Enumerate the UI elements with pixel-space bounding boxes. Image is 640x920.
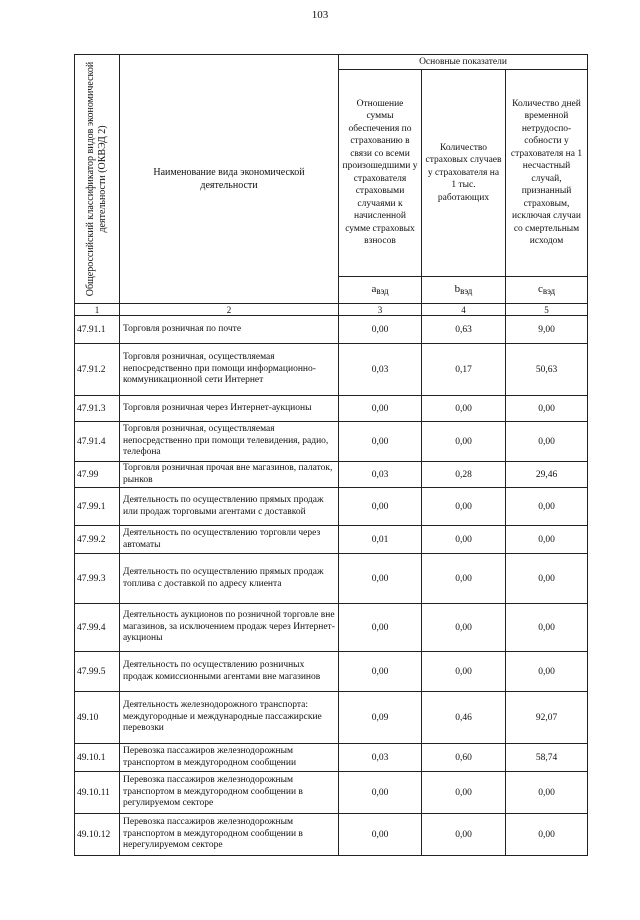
okved-code-cell: 47.99.4 [75,604,120,652]
table-row [75,462,588,488]
table-row [75,772,588,814]
activity-name-cell: Торговля розничная по почте [120,316,339,344]
value-a-cell: 0,00 [339,422,422,462]
activity-name-cell: Деятельность по осуществлению прямых продаж топлива с доставкой по адресу клиента [120,554,339,604]
value-c-cell: 0,00 [506,488,588,526]
activity-name-cell: Деятельность по осуществлению прямых продаж или продаж торговыми агентами с доставкой [120,488,339,526]
value-b-cell: 0,00 [422,772,506,814]
activity-name-cell: Деятельность железнодорожного транспорта: междугородные и международные пассажирские перевозки [120,692,339,744]
okved-code-cell: 47.99.1 [75,488,120,526]
table-row [75,604,588,652]
activity-name-cell: Деятельность по осуществлению торговли через автоматы [120,526,339,554]
okved-code-cell: 47.91.1 [75,316,120,344]
value-c-cell: 50,63 [506,344,588,396]
table-row [75,396,588,422]
value-a-cell: 0,09 [339,692,422,744]
okved-code-cell: 49.10.1 [75,744,120,772]
column-numbers-row [75,304,588,316]
col-c-symbol: $c_{вэд}$ [506,276,588,303]
value-b-cell: 0,00 [422,604,506,652]
okved-code-cell: 47.99.3 [75,554,120,604]
value-c-cell: 0,00 [506,422,588,462]
col-c-header: Количество дней временной нетрудоспо-собности у страхователя на 1 несчастный случай, признанный страховым, исключая случаи со смертельным исходом [506,70,588,277]
okved-code-cell: 49.10.11 [75,772,120,814]
okved-header [75,55,120,304]
okved-code-cell: 47.99.2 [75,526,120,554]
okved-table [74,54,588,856]
activity-name-cell: Деятельность по осуществлению розничных продаж комиссионными агентами вне магазинов [120,652,339,692]
table-row [75,526,588,554]
value-c-cell: 0,00 [506,396,588,422]
activity-name-cell: Торговля розничная, осуществляемая непосредственно при помощи информационно-коммуникационной сети Интернет [120,344,339,396]
page-number: 103 [311,9,329,21]
activity-name-cell: Торговля розничная прочая вне магазинов, палаток, рынков [120,462,339,488]
value-c-cell: 29,46 [506,462,588,488]
value-a-cell: 0,00 [339,554,422,604]
column-number: 5 [506,304,588,316]
table-row [75,692,588,744]
okved-code-cell: 47.91.3 [75,396,120,422]
value-c-cell: 0,00 [506,554,588,604]
okved-code-cell: 47.91.4 [75,422,120,462]
value-c-cell: 0,00 [506,814,588,856]
value-b-cell: 0,00 [422,554,506,604]
okved-header-text: Общероссийский классификатор видов экономической деятельности (ОКВЭД 2) [85,61,108,297]
value-b-cell: 0,00 [422,652,506,692]
activity-name-header: Наименование вида экономической деятельности [120,55,339,304]
table-row [75,344,588,396]
value-b-cell: 0,17 [422,344,506,396]
column-number: 1 [75,304,120,316]
value-b-cell: 0,46 [422,692,506,744]
value-a-cell: 0,00 [339,396,422,422]
value-a-cell: 0,00 [339,814,422,856]
value-b-cell: 0,28 [422,462,506,488]
value-a-cell: 0,01 [339,526,422,554]
column-number: 3 [339,304,422,316]
value-c-cell: 0,00 [506,526,588,554]
okved-code-cell: 49.10 [75,692,120,744]
value-b-cell: 0,00 [422,422,506,462]
col-b-symbol: $b_{вэд}$ [422,276,506,303]
activity-name-cell: Торговля розничная, осуществляемая непосредственно при помощи телевидения, радио, телефона [120,422,339,462]
okved-code-cell: 49.10.12 [75,814,120,856]
value-b-cell: 0,00 [422,488,506,526]
value-b-cell: 0,63 [422,316,506,344]
column-number: 2 [120,304,339,316]
table-row [75,488,588,526]
okved-code-cell: 47.91.2 [75,344,120,396]
value-c-cell: 0,00 [506,772,588,814]
activity-name-cell: Деятельность аукционов по розничной торговле вне магазинов, за исключением продаж через Интернет-аукционы [120,604,339,652]
table-row [75,744,588,772]
activity-name-cell: Торговля розничная через Интернет-аукционы [120,396,339,422]
value-a-cell: 0,03 [339,462,422,488]
activity-name-cell: Перевозка пассажиров железнодорожным транспортом в междугородном сообщении в регулируемом секторе [120,772,339,814]
value-a-cell: 0,03 [339,744,422,772]
activity-name-cell: Перевозка пассажиров железнодорожным транспортом в междугородном сообщении в нерегулируемом секторе [120,814,339,856]
value-c-cell: 9,00 [506,316,588,344]
main-indicators-header: Основные показатели [339,55,588,70]
okved-code-cell: 47.99 [75,462,120,488]
activity-name-cell: Перевозка пассажиров железнодорожным транспортом в междугородном сообщении [120,744,339,772]
value-a-cell: 0,00 [339,488,422,526]
value-a-cell: 0,00 [339,652,422,692]
value-c-cell: 0,00 [506,604,588,652]
value-b-cell: 0,60 [422,744,506,772]
table-row [75,652,588,692]
col-b-header: Количество страховых случаев у страхователя на 1 тыс. работающих [422,70,506,277]
table-row [75,814,588,856]
column-number: 4 [422,304,506,316]
col-a-header: Отношение суммы обеспечения по страхованию в связи со всеми произошедшими у страхователя страховыми случаями к начисленной сумме страховых взносов [339,70,422,277]
value-c-cell: 92,07 [506,692,588,744]
okved-code-cell: 47.99.5 [75,652,120,692]
value-b-cell: 0,00 [422,396,506,422]
value-a-cell: 0,00 [339,772,422,814]
value-b-cell: 0,00 [422,814,506,856]
value-b-cell: 0,00 [422,526,506,554]
table-row [75,422,588,462]
col-a-symbol: $a_{вэд}$ [339,276,422,303]
value-a-cell: 0,00 [339,316,422,344]
value-c-cell: 58,74 [506,744,588,772]
table-row [75,554,588,604]
value-a-cell: 0,00 [339,604,422,652]
value-a-cell: 0,03 [339,344,422,396]
value-c-cell: 0,00 [506,652,588,692]
table-row [75,316,588,344]
